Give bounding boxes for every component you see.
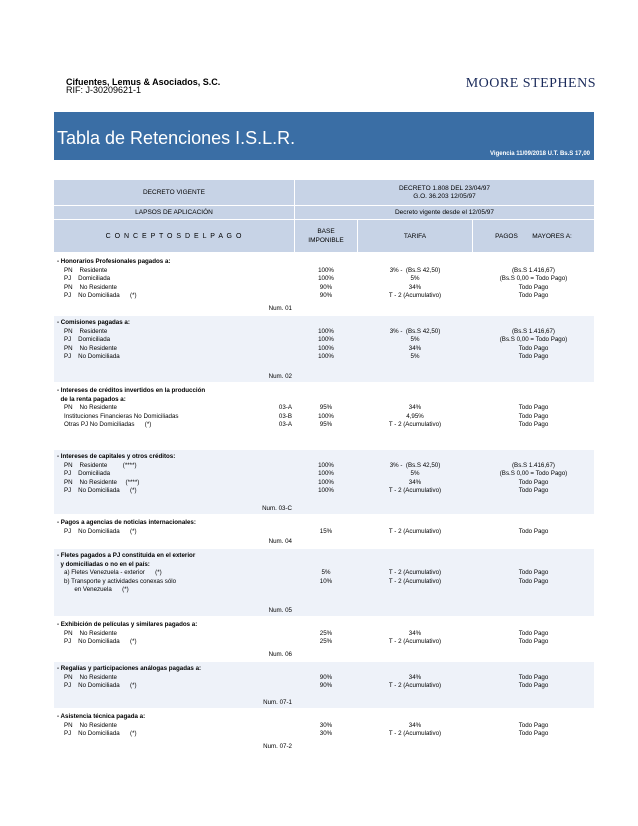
row-concept: PN No Residente — [64, 344, 117, 352]
firm-block — [66, 78, 220, 94]
row-concept: PN No Residente — [64, 629, 117, 637]
table-row — [54, 528, 594, 536]
row-pagos: Todo Pago — [518, 292, 549, 300]
row-concept: Otras PJ No Domiciliadas (*) — [64, 421, 152, 429]
section-6 — [54, 549, 594, 616]
decree-line-2: G.O. 36.203 12/05/97 — [413, 192, 476, 200]
col-base-line-2: IMPONIBLE — [308, 237, 344, 244]
row-tarifa: 5% — [410, 470, 420, 478]
row-pagos: Todo Pago — [518, 527, 549, 535]
row-code: 03-B — [278, 412, 292, 420]
row-tarifa: 34% — [408, 404, 422, 412]
title-banner — [54, 112, 594, 160]
row-pagos: Todo Pago — [518, 283, 549, 291]
row-tarifa: 5% — [410, 353, 420, 361]
row-pagos: (Bs.S 1.416,67) — [512, 461, 555, 469]
section-2 — [54, 316, 594, 382]
row-tarifa: T - 2 (Acumulativo) — [388, 527, 442, 535]
row-concept: PN No Residente — [64, 404, 117, 412]
row-concept: PN No Residente — [64, 283, 117, 291]
section-5 — [54, 516, 594, 547]
table-row — [54, 730, 594, 738]
section-number: Num. 07-1 — [263, 698, 292, 706]
row-pagos: Todo Pago — [518, 344, 549, 352]
row-tarifa: 5% — [410, 336, 420, 344]
firm-id: RIF: J-30209621-1 — [66, 85, 142, 95]
row-pagos: Todo Pago — [518, 353, 549, 361]
row-tarifa: 34% — [408, 721, 422, 729]
section-number: Num. 06 — [268, 650, 292, 658]
row-pagos: Todo Pago — [518, 682, 549, 690]
row-pagos: (Bs.S 0,00 = Todo Pago) — [499, 275, 568, 283]
row-base: 100% — [318, 266, 334, 274]
section-number: Num. 02 — [268, 372, 292, 380]
row-tarifa: T - 2 (Acumulativo) — [388, 577, 442, 585]
row-concept: PN Residente (****) — [64, 461, 137, 469]
row-pagos: Todo Pago — [518, 721, 549, 729]
row-base: 25% — [319, 638, 333, 646]
section-3 — [54, 384, 594, 448]
table-row — [54, 682, 594, 690]
row-pagos: Todo Pago — [518, 629, 549, 637]
row-pagos: (Bs.S 0,00 = Todo Pago) — [499, 470, 568, 478]
row-pagos: Todo Pago — [518, 478, 549, 486]
row-tarifa: T - 2 (Acumulativo) — [388, 638, 442, 646]
section-title: - Intereses de créditos invertidos en la producción — [57, 387, 206, 394]
row-concept: b) Transporte y actividades conexas sólo — [64, 577, 177, 585]
row-base: 30% — [319, 730, 333, 738]
row-base: 90% — [319, 292, 333, 300]
row-pagos: (Bs.S 1.416,67) — [512, 266, 555, 274]
section-1 — [54, 255, 594, 314]
row-base: 95% — [319, 404, 333, 412]
table-row — [54, 586, 594, 594]
col-base — [295, 220, 358, 252]
row-pagos: Todo Pago — [518, 421, 549, 429]
row-concept: PJ Domiciliada — [64, 336, 111, 344]
row-base: 100% — [318, 487, 334, 495]
table-row — [54, 578, 594, 586]
table-row — [54, 267, 594, 275]
row-pagos: (Bs.S 1.416,67) — [512, 327, 555, 335]
table-row — [54, 561, 594, 569]
row-base: 25% — [319, 629, 333, 637]
table-row — [54, 665, 594, 673]
table-row — [54, 319, 594, 327]
row-concept: PN Residente — [64, 266, 108, 274]
lapsos-label: LAPSOS DE APLICACIÓN — [54, 206, 295, 219]
validity-note: Vigencia 11/09/2018 U.T. Bs.S 17,00 — [490, 151, 590, 157]
row-concept: PN No Residente — [64, 721, 117, 729]
row-tarifa: 34% — [408, 283, 422, 291]
row-base: 100% — [318, 353, 334, 361]
col-base-line-1: BASE — [317, 228, 335, 235]
row-pagos: Todo Pago — [518, 730, 549, 738]
row-base: 100% — [318, 478, 334, 486]
row-concept: en Venezuela (*) — [64, 586, 129, 594]
table-row — [54, 470, 594, 478]
header-row-columns — [54, 220, 594, 253]
row-concept: PN Residente — [64, 327, 108, 335]
row-tarifa: T - 2 (Acumulativo) — [388, 487, 442, 495]
row-tarifa: 3% - (Bs.S 42,50) — [389, 266, 441, 274]
table-row — [54, 345, 594, 353]
row-concept: PJ Domiciliada — [64, 275, 111, 283]
decree-label: DECRETO VIGENTE — [54, 180, 295, 205]
row-base: 30% — [319, 721, 333, 729]
table-row — [54, 404, 594, 412]
table-row — [54, 621, 594, 629]
table-row — [54, 638, 594, 646]
table-row — [54, 258, 594, 266]
row-base: 95% — [319, 421, 333, 429]
row-concept: PJ Domiciliada — [64, 470, 111, 478]
table-row — [54, 413, 594, 421]
section-7 — [54, 618, 594, 660]
row-concept: PJ No Domiciliada (*) — [64, 292, 137, 300]
row-base: 100% — [318, 327, 334, 335]
row-concept: a) Fletes Venezuela - exterior (*) — [64, 569, 162, 577]
row-tarifa: T - 2 (Acumulativo) — [388, 292, 442, 300]
table-row — [54, 519, 594, 527]
section-title-cont: y domiciliadas o no en el país: — [57, 560, 150, 568]
table-row — [54, 674, 594, 682]
section-number: Num. 05 — [268, 606, 292, 614]
table-row — [54, 487, 594, 495]
table-row — [54, 722, 594, 730]
row-pagos: Todo Pago — [518, 487, 549, 495]
table-row — [54, 462, 594, 470]
row-concept: PJ No Domiciliada (*) — [64, 682, 137, 690]
section-title: - Regalías y participaciones análogas pagadas a: — [57, 665, 202, 672]
row-code: 03-A — [278, 404, 292, 412]
section-number: Num. 03-C — [262, 504, 292, 512]
row-tarifa: 34% — [408, 673, 422, 681]
section-title: - Pagos a agencias de noticias internacionales: — [57, 519, 196, 526]
table-row — [54, 284, 594, 292]
table-row — [54, 387, 594, 395]
row-concept: PJ No Domiciliada (*) — [64, 638, 137, 646]
col-pagos: PAGOS MAYORES A: — [495, 232, 572, 240]
row-tarifa: T - 2 (Acumulativo) — [388, 730, 442, 738]
section-title: - Comisiones pagadas a: — [57, 319, 130, 326]
section-title: - Intereses de capitales y otros créditos: — [57, 453, 176, 460]
row-concept: PJ No Domiciliada (*) — [64, 730, 137, 738]
row-concept: PN No Residente (****) — [64, 478, 140, 486]
section-number: Num. 04 — [268, 537, 292, 545]
row-concept: PJ No Domiciliada — [64, 353, 120, 361]
table-row — [54, 353, 594, 361]
section-title-cont: de la renta pagados a: — [57, 395, 126, 403]
section-number: Num. 07-2 — [263, 742, 292, 750]
row-concept: Instituciones Financieras No Domiciliadas — [64, 412, 179, 420]
row-pagos: Todo Pago — [518, 673, 549, 681]
row-base: 100% — [318, 470, 334, 478]
col-tarifa: TARIFA — [358, 220, 473, 252]
section-title: - Asistencia técnica pagada a: — [57, 713, 146, 720]
table-row — [54, 421, 594, 429]
section-number: Num. 01 — [268, 304, 292, 312]
row-tarifa: 5% — [410, 275, 420, 283]
table-row — [54, 336, 594, 344]
row-code: 03-A — [278, 421, 292, 429]
lapsos-value: Decreto vigente desde el 12/05/97 — [394, 209, 494, 216]
table-row — [54, 552, 594, 560]
page-header — [0, 0, 638, 110]
section-title: - Honorarios Profesionales pagados a: — [57, 258, 171, 265]
firm-name: Cifuentes, Lemus & Asociados, S.C. — [66, 77, 221, 87]
row-tarifa: T - 2 (Acumulativo) — [388, 569, 442, 577]
row-tarifa: 3% - (Bs.S 42,50) — [389, 327, 441, 335]
row-tarifa: 34% — [408, 629, 422, 637]
section-8 — [54, 662, 594, 708]
row-pagos: Todo Pago — [518, 412, 549, 420]
row-base: 10% — [319, 577, 333, 585]
section-9 — [54, 710, 594, 752]
row-base: 5% — [321, 569, 331, 577]
decree-line-1: DECRETO 1.808 DEL 23/04/97 — [398, 184, 491, 192]
table-row — [54, 396, 594, 404]
row-tarifa: T - 2 (Acumulativo) — [388, 421, 442, 429]
row-base: 100% — [318, 275, 334, 283]
row-tarifa: 3% - (Bs.S 42,50) — [389, 461, 441, 469]
brand-logo: MOORE STEPHENS — [465, 76, 596, 91]
row-pagos: (Bs.S 0,00 = Todo Pago) — [499, 336, 568, 344]
row-tarifa: T - 2 (Acumulativo) — [388, 682, 442, 690]
table-row — [54, 275, 594, 283]
section-title: - Exhibición de películas y similares pagados a: — [57, 621, 198, 628]
table-row — [54, 569, 594, 577]
row-base: 90% — [319, 673, 333, 681]
table-row — [54, 479, 594, 487]
row-base: 90% — [319, 283, 333, 291]
row-base: 90% — [319, 682, 333, 690]
row-base: 100% — [318, 412, 334, 420]
section-title: - Fletes pagados a PJ constituida en el exterior — [57, 552, 196, 559]
header-row-lapsos — [54, 206, 594, 220]
col-concepts: C O N C E P T O S D E L P A G O — [54, 220, 295, 252]
row-tarifa: 4,95% — [406, 412, 424, 420]
table-row — [54, 630, 594, 638]
row-pagos: Todo Pago — [518, 577, 549, 585]
row-tarifa: 34% — [408, 344, 422, 352]
header-row-decree — [54, 180, 594, 206]
table-row — [54, 453, 594, 461]
table-row — [54, 713, 594, 721]
row-base: 100% — [318, 461, 334, 469]
page-title: Tabla de Retenciones I.S.L.R. — [57, 128, 296, 148]
row-pagos: Todo Pago — [518, 404, 549, 412]
row-pagos: Todo Pago — [518, 569, 549, 577]
row-concept: PN No Residente — [64, 673, 117, 681]
row-base: 100% — [318, 344, 334, 352]
table-row — [54, 328, 594, 336]
row-base: 100% — [318, 336, 334, 344]
section-4 — [54, 450, 594, 514]
row-concept: PJ No Domiciliada (*) — [64, 527, 137, 535]
table-row — [54, 292, 594, 300]
row-pagos: Todo Pago — [518, 638, 549, 646]
decree-value — [295, 180, 594, 205]
row-tarifa: 34% — [408, 478, 422, 486]
row-concept: PJ No Domiciliada (*) — [64, 487, 137, 495]
row-base: 15% — [319, 527, 333, 535]
